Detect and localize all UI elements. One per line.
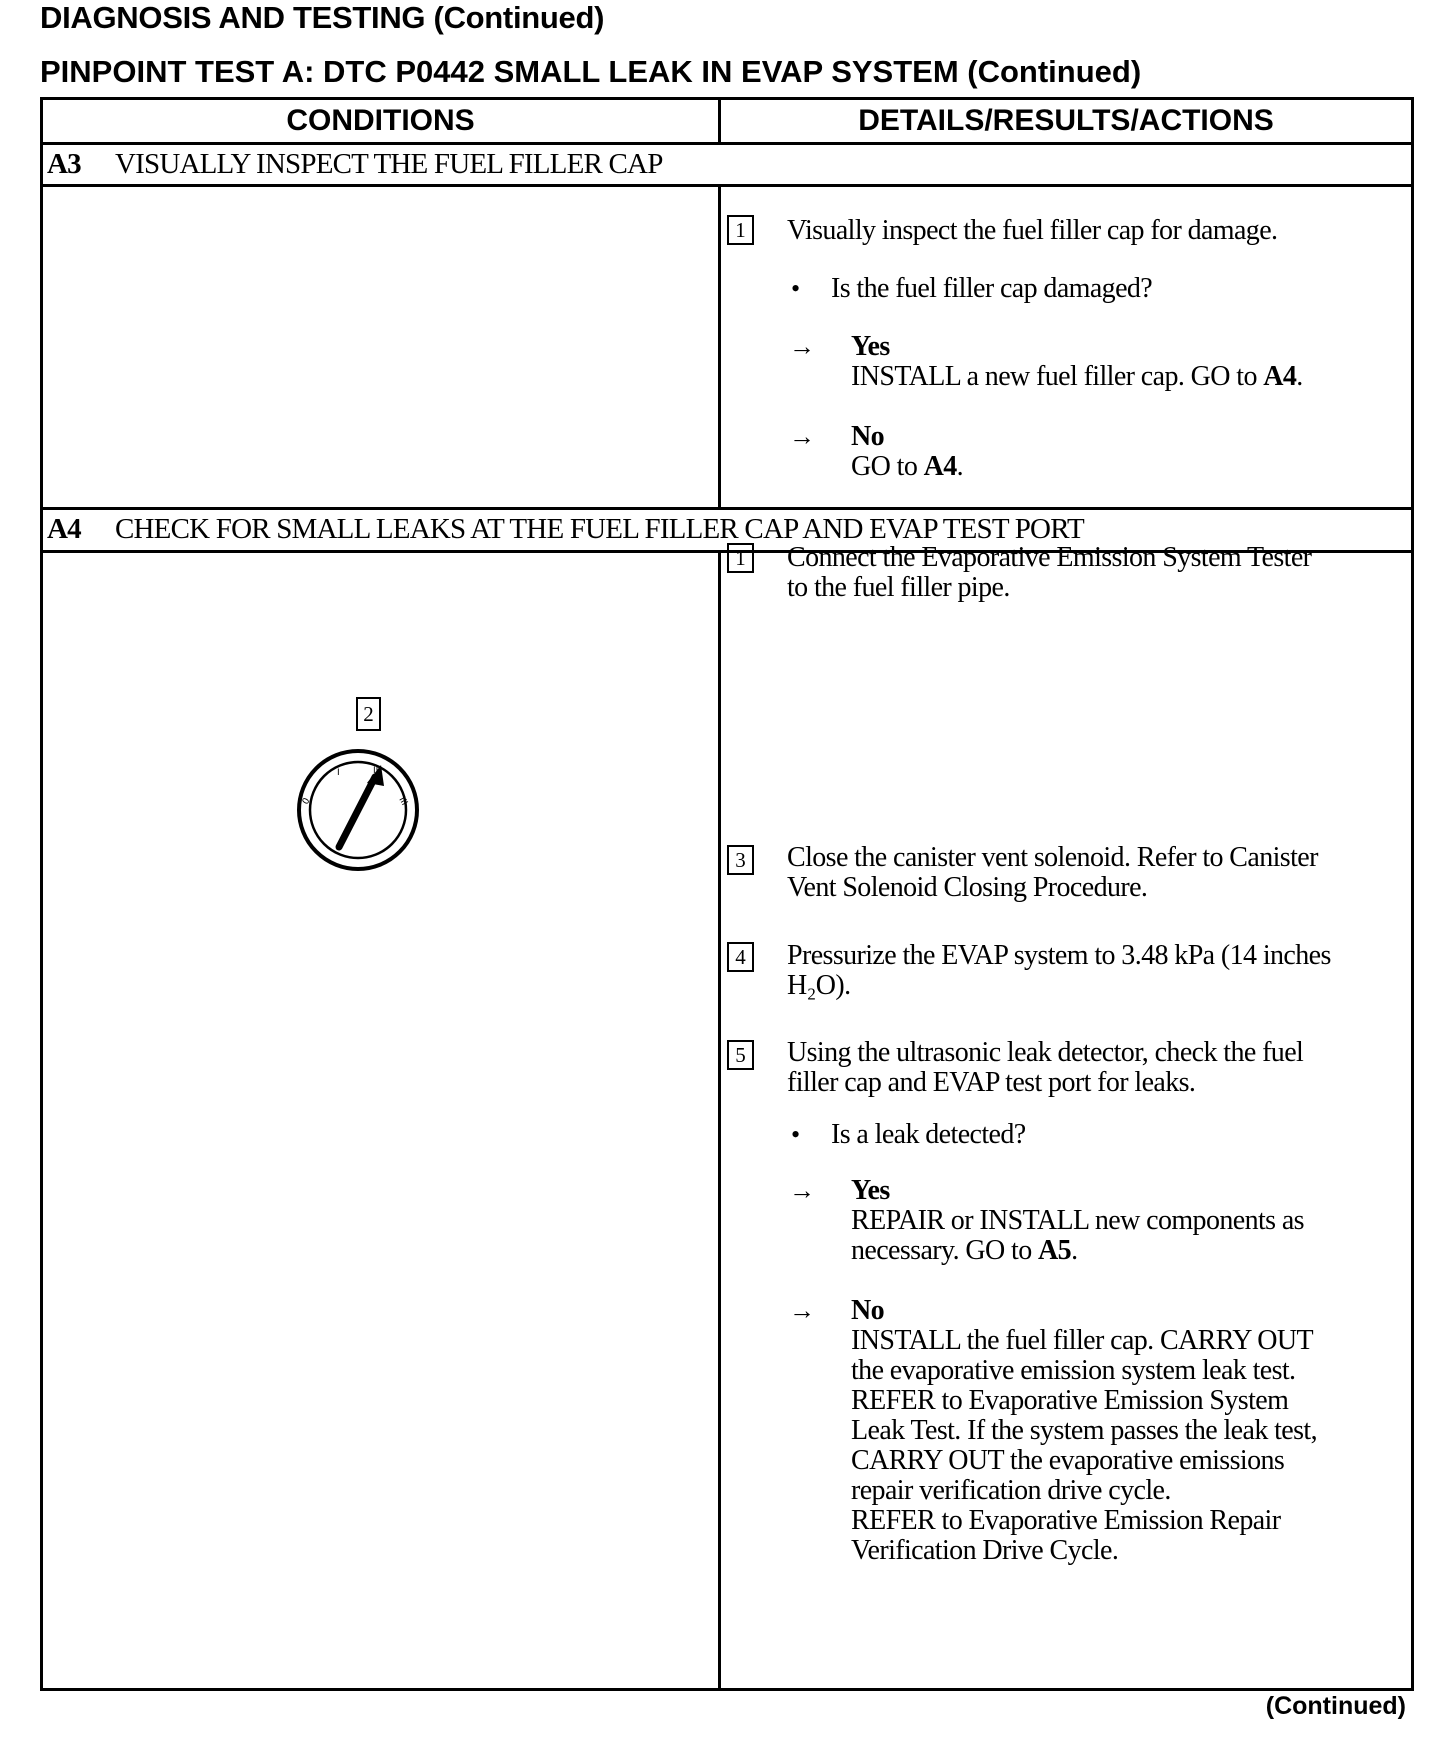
figure-step-box: 2 bbox=[356, 697, 381, 731]
continued-note: (Continued) bbox=[1265, 1692, 1406, 1720]
step-number-box: 1 bbox=[727, 215, 754, 245]
step-number-box: 4 bbox=[727, 942, 754, 972]
answer-no-action: GO to A4. bbox=[851, 451, 964, 482]
test-title: PINPOINT TEST A: DTC P0442 SMALL LEAK IN EVAP SYSTEM (Continued) bbox=[40, 54, 1142, 89]
answer-yes-label: Yes bbox=[851, 331, 890, 362]
answer-yes-action: necessary. GO to A5. bbox=[851, 1235, 1078, 1266]
step-number-box: 1 bbox=[727, 543, 754, 573]
svg-text:III: III bbox=[396, 795, 410, 808]
step-text: Connect the Evaporative Emission System Tester bbox=[787, 542, 1312, 573]
svg-text:I: I bbox=[337, 768, 340, 778]
step-text: Visually inspect the fuel filler cap for damage. bbox=[787, 215, 1278, 246]
answer-no-action: repair verification drive cycle. bbox=[851, 1475, 1171, 1506]
bullet-icon: • bbox=[791, 274, 801, 303]
section-a4-id: A4 bbox=[47, 513, 81, 545]
answer-yes-label: Yes bbox=[851, 1175, 890, 1206]
section-a3-header bbox=[43, 144, 1411, 184]
page-title: DIAGNOSIS AND TESTING (Continued) bbox=[40, 0, 605, 35]
arrow-right-icon: → bbox=[789, 1176, 815, 1205]
answer-no-label: No bbox=[851, 1295, 885, 1326]
answer-no-action: INSTALL the fuel filler cap. CARRY OUT bbox=[851, 1325, 1314, 1356]
arrow-right-icon: → bbox=[789, 332, 815, 361]
answer-no-action: CARRY OUT the evaporative emissions bbox=[851, 1445, 1285, 1476]
row-divider bbox=[43, 184, 1411, 187]
answer-no-action: REFER to Evaporative Emission Repair bbox=[851, 1505, 1281, 1536]
step-number-box: 3 bbox=[727, 845, 754, 875]
step-text: to the fuel filler pipe. bbox=[787, 572, 1010, 603]
arrow-right-icon: → bbox=[789, 422, 815, 451]
answer-no-action: Leak Test. If the system passes the leak test, bbox=[851, 1415, 1318, 1446]
answer-no-action: Verification Drive Cycle. bbox=[851, 1535, 1119, 1566]
section-a3-title: VISUALLY INSPECT THE FUEL FILLER CAP bbox=[115, 148, 663, 180]
arrow-right-icon: → bbox=[789, 1296, 815, 1325]
svg-text:II: II bbox=[373, 766, 379, 776]
answer-no-action: the evaporative emission system leak test. bbox=[851, 1355, 1296, 1386]
column-divider bbox=[718, 184, 721, 507]
section-a3-id: A3 bbox=[47, 148, 81, 180]
step-text: Vent Solenoid Closing Procedure. bbox=[787, 872, 1148, 903]
step-text: filler cap and EVAP test port for leaks. bbox=[787, 1067, 1196, 1098]
header-divider bbox=[718, 100, 721, 142]
ignition-switch-icon bbox=[295, 747, 421, 873]
pinpoint-test-table bbox=[40, 97, 1414, 1691]
step-text: Close the canister vent solenoid. Refer to Canister bbox=[787, 842, 1318, 873]
section-a4-title: CHECK FOR SMALL LEAKS AT THE FUEL FILLER CAP AND EVAP TEST PORT bbox=[115, 513, 1084, 545]
answer-no-action: REFER to Evaporative Emission System bbox=[851, 1385, 1289, 1416]
question-text: Is the fuel filler cap damaged? bbox=[831, 273, 1153, 304]
bullet-icon: • bbox=[791, 1120, 801, 1149]
step-text: Using the ultrasonic leak detector, check the fuel bbox=[787, 1037, 1304, 1068]
answer-yes-action: REPAIR or INSTALL new components as bbox=[851, 1205, 1304, 1236]
column-divider bbox=[718, 550, 721, 1690]
column-header-conditions: CONDITIONS bbox=[286, 104, 475, 137]
answer-no-label: No bbox=[851, 421, 885, 452]
step-text: H₂O). bbox=[787, 970, 851, 1001]
question-text: Is a leak detected? bbox=[831, 1119, 1026, 1150]
step-number-box: 5 bbox=[727, 1040, 754, 1070]
svg-text:0: 0 bbox=[300, 796, 313, 807]
column-header-details: DETAILS/RESULTS/ACTIONS bbox=[858, 104, 1274, 137]
step-text: Pressurize the EVAP system to 3.48 kPa (14 inches bbox=[787, 940, 1331, 971]
answer-yes-action: INSTALL a new fuel filler cap. GO to A4. bbox=[851, 361, 1303, 392]
